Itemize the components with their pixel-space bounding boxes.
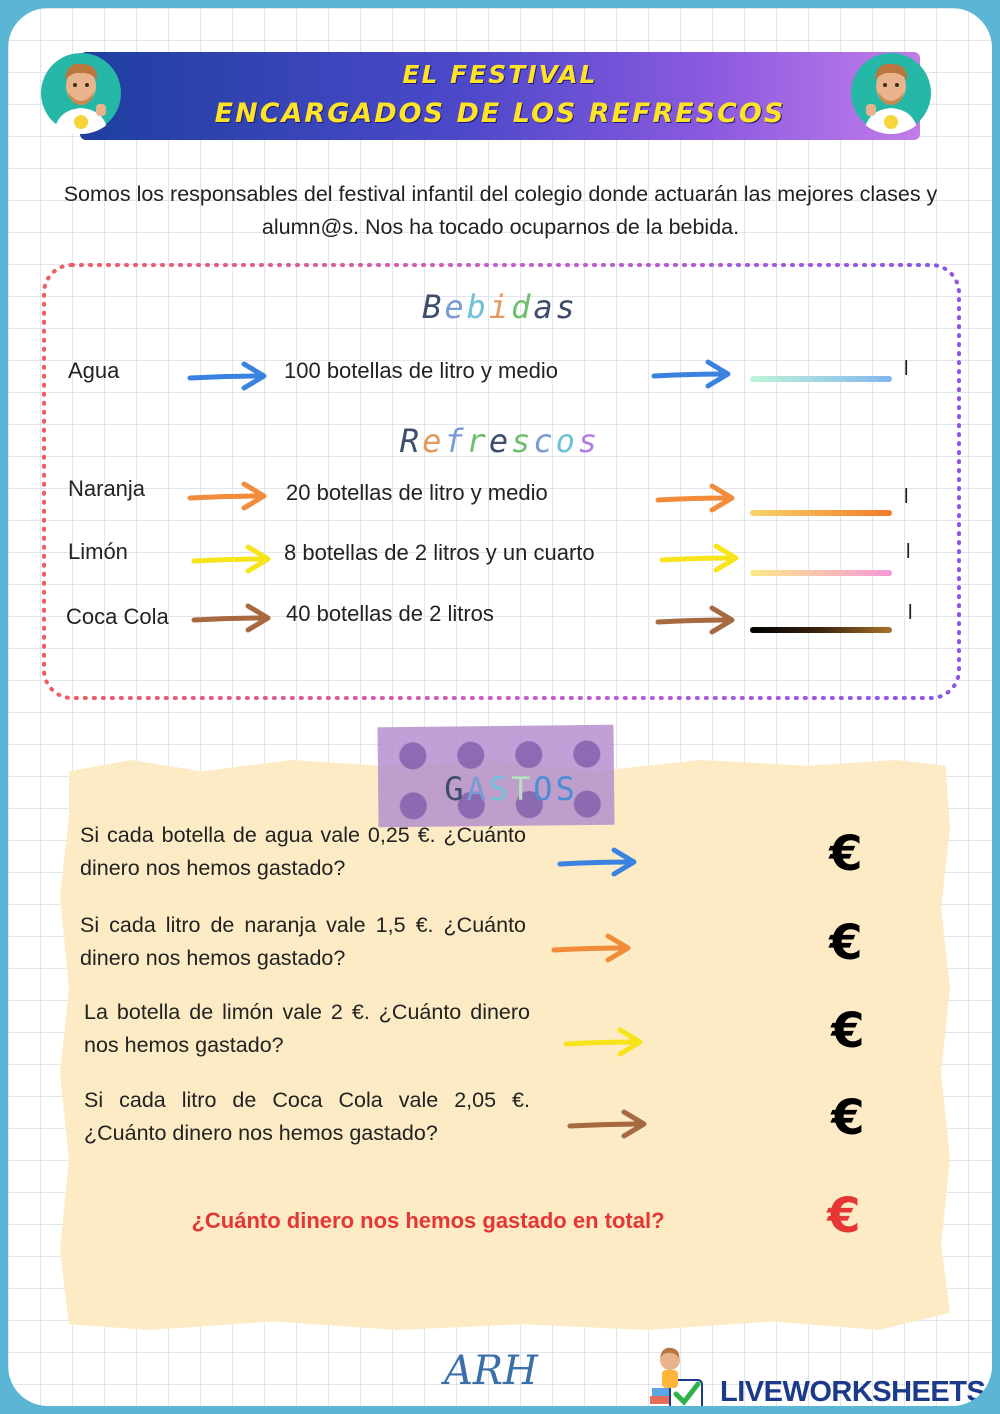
brand-text: LIVEWORKSHEETS xyxy=(720,1376,986,1406)
title-letter: e xyxy=(444,288,467,326)
arrow-icon xyxy=(566,1104,650,1144)
title-letter: T xyxy=(511,770,534,808)
title-letter: a xyxy=(533,288,556,326)
arrow-icon xyxy=(186,476,270,516)
intro-text: Somos los responsables del festival infantil del colegio donde actuarán las mejores clases y alumn@s. Nos ha tocado ocuparnos de la bebida. xyxy=(63,182,938,239)
title-letter: s xyxy=(577,422,601,460)
bebidas-title xyxy=(8,288,992,326)
page-title: EL FESTIVAL xyxy=(402,60,598,89)
avatar-left-icon xyxy=(40,52,122,134)
naranja-label: Naranja xyxy=(68,476,146,501)
arrow-icon xyxy=(650,354,734,394)
title-letter: s xyxy=(511,422,534,460)
arrow-icon xyxy=(562,1022,646,1062)
arrow-icon xyxy=(186,356,270,396)
agua-label: Agua xyxy=(68,358,120,383)
euro-naranja[interactable]: € xyxy=(829,915,863,971)
title-banner xyxy=(80,52,920,140)
euro-limon[interactable]: € xyxy=(831,1003,865,1059)
title-letter: S xyxy=(555,770,578,808)
euro-total[interactable]: € xyxy=(827,1188,861,1244)
title-letter: f xyxy=(444,422,467,460)
title-letter: s xyxy=(555,288,578,326)
question-agua: Si cada botella de agua vale 0,25 €. ¿Cuánto dinero nos hemos gastado? xyxy=(80,823,526,880)
title-letter: G xyxy=(444,770,467,808)
title-letter: e xyxy=(422,422,445,460)
question-cocacola: Si cada litro de Coca Cola vale 2,05 €. ¿Cuánto dinero nos hemos gastado? xyxy=(84,1088,530,1145)
title-letter: A xyxy=(466,770,489,808)
title-letter: B xyxy=(422,288,445,326)
agua-unit: l xyxy=(904,358,909,380)
question-limon: La botella de limón vale 2 €. ¿Cuánto dinero nos hemos gastado? xyxy=(84,1000,530,1057)
naranja-answer-line[interactable] xyxy=(750,510,892,516)
question-naranja: Si cada litro de naranja vale 1,5 €. ¿Cuánto dinero nos hemos gastado? xyxy=(80,913,526,970)
title-letter: r xyxy=(466,422,489,460)
title-letter: e xyxy=(488,422,512,460)
limon-unit: l xyxy=(906,541,911,563)
arrow-icon xyxy=(550,928,634,968)
arrow-icon xyxy=(556,842,640,882)
signature xyxy=(444,1348,554,1406)
arrow-icon xyxy=(190,539,274,579)
agua-description: 100 botellas de litro y medio xyxy=(284,358,558,383)
euro-agua[interactable]: € xyxy=(829,826,863,882)
limon-description: 8 botellas de 2 litros y un cuarto xyxy=(284,540,595,565)
naranja-description: 20 botellas de litro y medio xyxy=(286,480,548,505)
cocacola-label: Coca Cola xyxy=(66,604,169,629)
title-letter: i xyxy=(488,288,512,326)
agua-answer-line[interactable] xyxy=(750,376,892,382)
cocacola-answer-line[interactable] xyxy=(750,627,892,633)
refrescos-title xyxy=(8,422,992,460)
cocacola-unit: l xyxy=(908,602,913,624)
avatar-right-icon xyxy=(850,52,932,134)
limon-answer-line[interactable] xyxy=(750,570,892,576)
liveworksheets-logo[interactable] xyxy=(648,1340,992,1406)
limon-label: Limón xyxy=(68,539,128,564)
title-letter: O xyxy=(533,770,556,808)
title-letter: S xyxy=(488,770,511,808)
logo-mascot-icon xyxy=(648,1340,720,1406)
arrow-icon xyxy=(654,600,738,640)
arrow-icon xyxy=(658,538,742,578)
title-letter: b xyxy=(466,288,489,326)
title-letter: d xyxy=(511,288,534,326)
arrow-icon xyxy=(654,478,738,518)
page-subtitle: ENCARGADOS DE LOS REFRESCOS xyxy=(214,98,786,129)
cocacola-description: 40 botellas de 2 litros xyxy=(286,601,494,626)
naranja-unit: l xyxy=(904,486,909,508)
signature-text: ARH xyxy=(444,1348,538,1394)
total-question: ¿Cuánto dinero nos hemos gastado en total? xyxy=(191,1208,665,1233)
euro-cocacola[interactable]: € xyxy=(831,1090,865,1146)
title-letter: o xyxy=(555,422,578,460)
title-letter: R xyxy=(399,422,423,460)
arrow-icon xyxy=(190,598,274,638)
worksheet-page xyxy=(8,8,992,1406)
gastos-title xyxy=(378,770,644,808)
title-letter: c xyxy=(533,422,556,460)
